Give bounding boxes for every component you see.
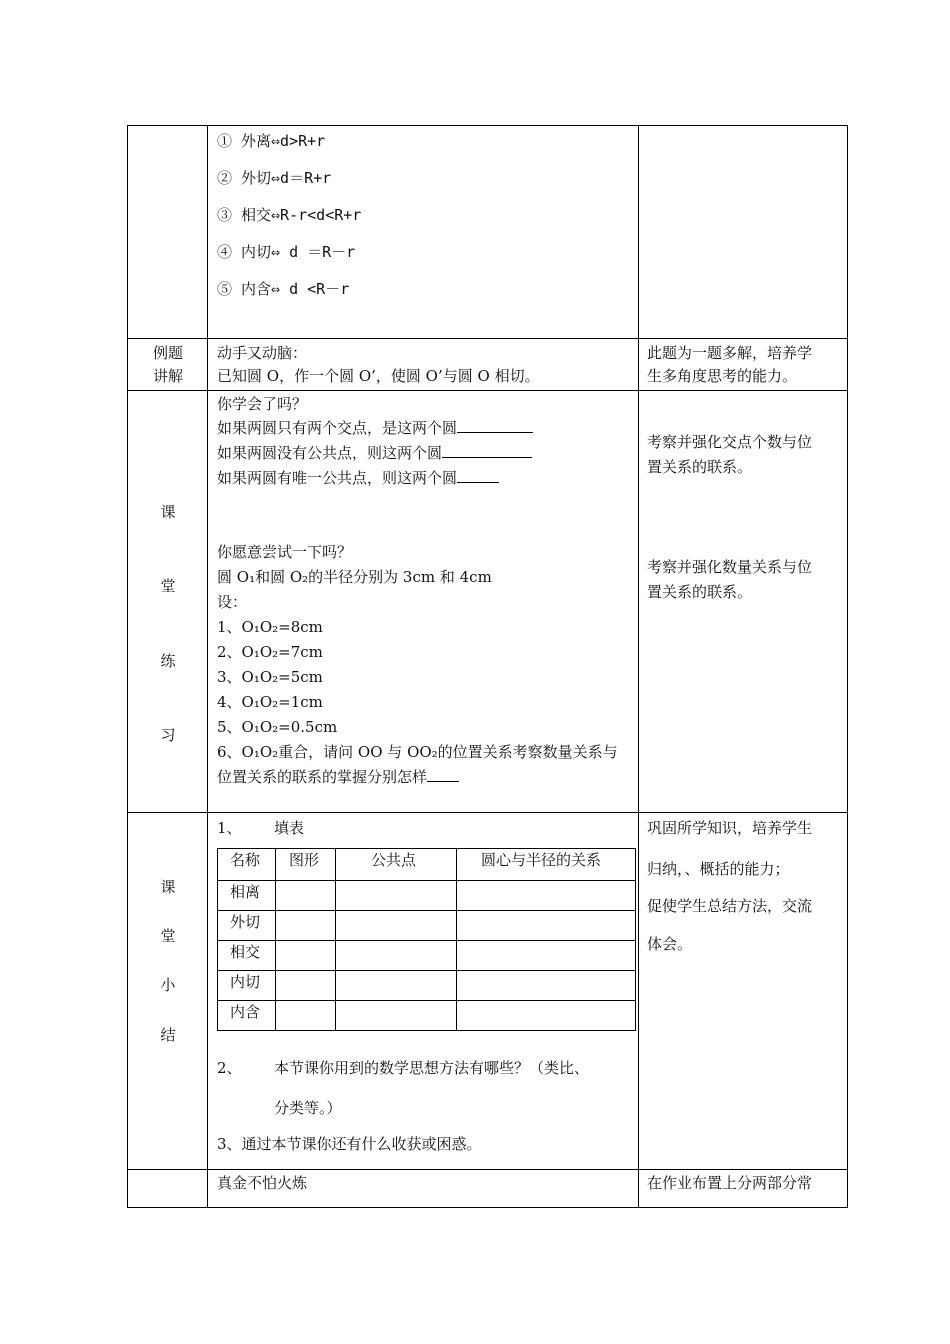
practice-item-4: 4、O₁O₂=1cm <box>217 693 323 711</box>
row-label-summary-3: 小 <box>160 976 176 994</box>
summary-item-1-num: 1、 <box>217 819 242 837</box>
relation-line-4: ④ 内切⇔ d ＝R－r <box>217 243 356 261</box>
inner-row-divider <box>218 970 635 971</box>
summary-note-2: 归纳，、概括的能力； <box>647 860 790 878</box>
table-row-label: 内切 <box>230 973 261 991</box>
row-divider-3 <box>128 812 847 813</box>
homework-note: 在作业布置上分两部分常 <box>647 1174 813 1192</box>
practice-note-1a: 考察并强化交点个数与位 <box>647 433 813 451</box>
practice-item-6-line2: 位置关系的联系的掌握分别怎样 <box>217 767 459 787</box>
header-center-radius-relation: 圆心与半径的关系 <box>481 851 602 869</box>
summary-note-3: 促使学生总结方法，交流 <box>647 897 813 915</box>
relation-line-1: ① 外离⇔d>R+r <box>217 132 326 150</box>
row-label-example-1: 例题 <box>152 344 183 362</box>
set-label: 设： <box>217 593 248 611</box>
given-radii: 圆 O₁和圆 O₂的半径分别为 3cm 和 4cm <box>217 568 492 586</box>
header-name: 名称 <box>230 851 261 869</box>
answer-blank <box>457 468 499 483</box>
summary-item-2-text: 本节课你用到的数学思想方法有哪些？（类比、 <box>274 1059 590 1077</box>
row-label-practice-4: 习 <box>160 726 176 744</box>
practice-item-2: 2、O₁O₂=7cm <box>217 643 323 661</box>
inner-row-divider <box>218 1000 635 1001</box>
practice-q3: 如果两圆有唯一公共点，则这两个圆 <box>217 468 499 488</box>
lesson-plan-table <box>127 125 848 1208</box>
row-divider-4 <box>128 1169 847 1170</box>
inner-row-divider <box>218 880 635 881</box>
example-note-2: 生多角度思考的能力。 <box>647 367 798 385</box>
summary-item-1-text: 填表 <box>274 819 305 837</box>
practice-q2: 如果两圆没有公共点，则这两个圆 <box>217 443 532 463</box>
summary-note-1: 巩固所学知识，培养学生 <box>647 819 813 837</box>
row-label-summary-4: 结 <box>160 1026 176 1044</box>
table-row-label: 相交 <box>230 943 261 961</box>
practice-note-1b: 置关系的联系。 <box>647 458 753 476</box>
summary-item-2-text-cont: 分类等。） <box>274 1099 342 1117</box>
relation-line-5: ⑤ 内含⇔ d <R－r <box>217 280 350 298</box>
row-label-practice-3: 练 <box>160 652 176 670</box>
try-title: 你愿意尝试一下吗？ <box>217 543 353 561</box>
relation-line-3: ③ 相交⇔R-r<d<R+r <box>217 206 362 224</box>
example-title: 动手又动脑： <box>217 344 308 362</box>
header-common-points: 公共点 <box>371 851 417 869</box>
summary-item-2-num: 2、 <box>217 1059 242 1077</box>
example-question: 已知圆 O，作一个圆 O’，使圆 O’与圆 O 相切。 <box>217 367 540 385</box>
practice-item-6-line1: 6、O₁O₂重合，请问 OO 与 OO₂的位置关系考察数量关系与 <box>217 743 618 761</box>
column-divider-2 <box>638 126 639 1207</box>
practice-title: 你学会了吗？ <box>217 395 308 413</box>
inner-row-divider <box>218 910 635 911</box>
header-figure: 图形 <box>289 851 320 869</box>
inner-row-divider <box>218 940 635 941</box>
fill-in-table <box>217 848 636 1031</box>
row-label-example-2: 讲解 <box>152 367 183 385</box>
practice-note-2b: 置关系的联系。 <box>647 583 753 601</box>
practice-note-2a: 考察并强化数量关系与位 <box>647 558 813 576</box>
table-row-label: 内含 <box>230 1003 261 1021</box>
answer-blank <box>442 443 532 458</box>
row-divider-2 <box>128 390 847 391</box>
homework-title: 真金不怕火炼 <box>217 1174 308 1192</box>
row-label-summary-1: 课 <box>160 878 176 896</box>
summary-note-4: 体会。 <box>647 935 693 953</box>
answer-blank <box>427 767 459 782</box>
relation-line-2: ② 外切⇔d＝R+r <box>217 169 332 187</box>
practice-item-3: 3、O₁O₂=5cm <box>217 668 323 686</box>
answer-blank <box>457 418 533 433</box>
row-label-summary-2: 堂 <box>160 927 176 945</box>
row-divider-1 <box>128 338 847 339</box>
table-row-label: 相离 <box>230 883 261 901</box>
example-note-1: 此题为一题多解，培养学 <box>647 344 813 362</box>
table-row-label: 外切 <box>230 913 261 931</box>
practice-item-5: 5、O₁O₂=0.5cm <box>217 718 338 736</box>
practice-q1: 如果两圆只有两个交点，是这两个圆 <box>217 418 533 438</box>
row-label-practice-2: 堂 <box>160 577 176 595</box>
summary-item-3: 3、通过本节课你还有什么收获或困惑。 <box>217 1135 482 1153</box>
row-label-practice-1: 课 <box>160 503 176 521</box>
practice-item-1: 1、O₁O₂=8cm <box>217 618 323 636</box>
